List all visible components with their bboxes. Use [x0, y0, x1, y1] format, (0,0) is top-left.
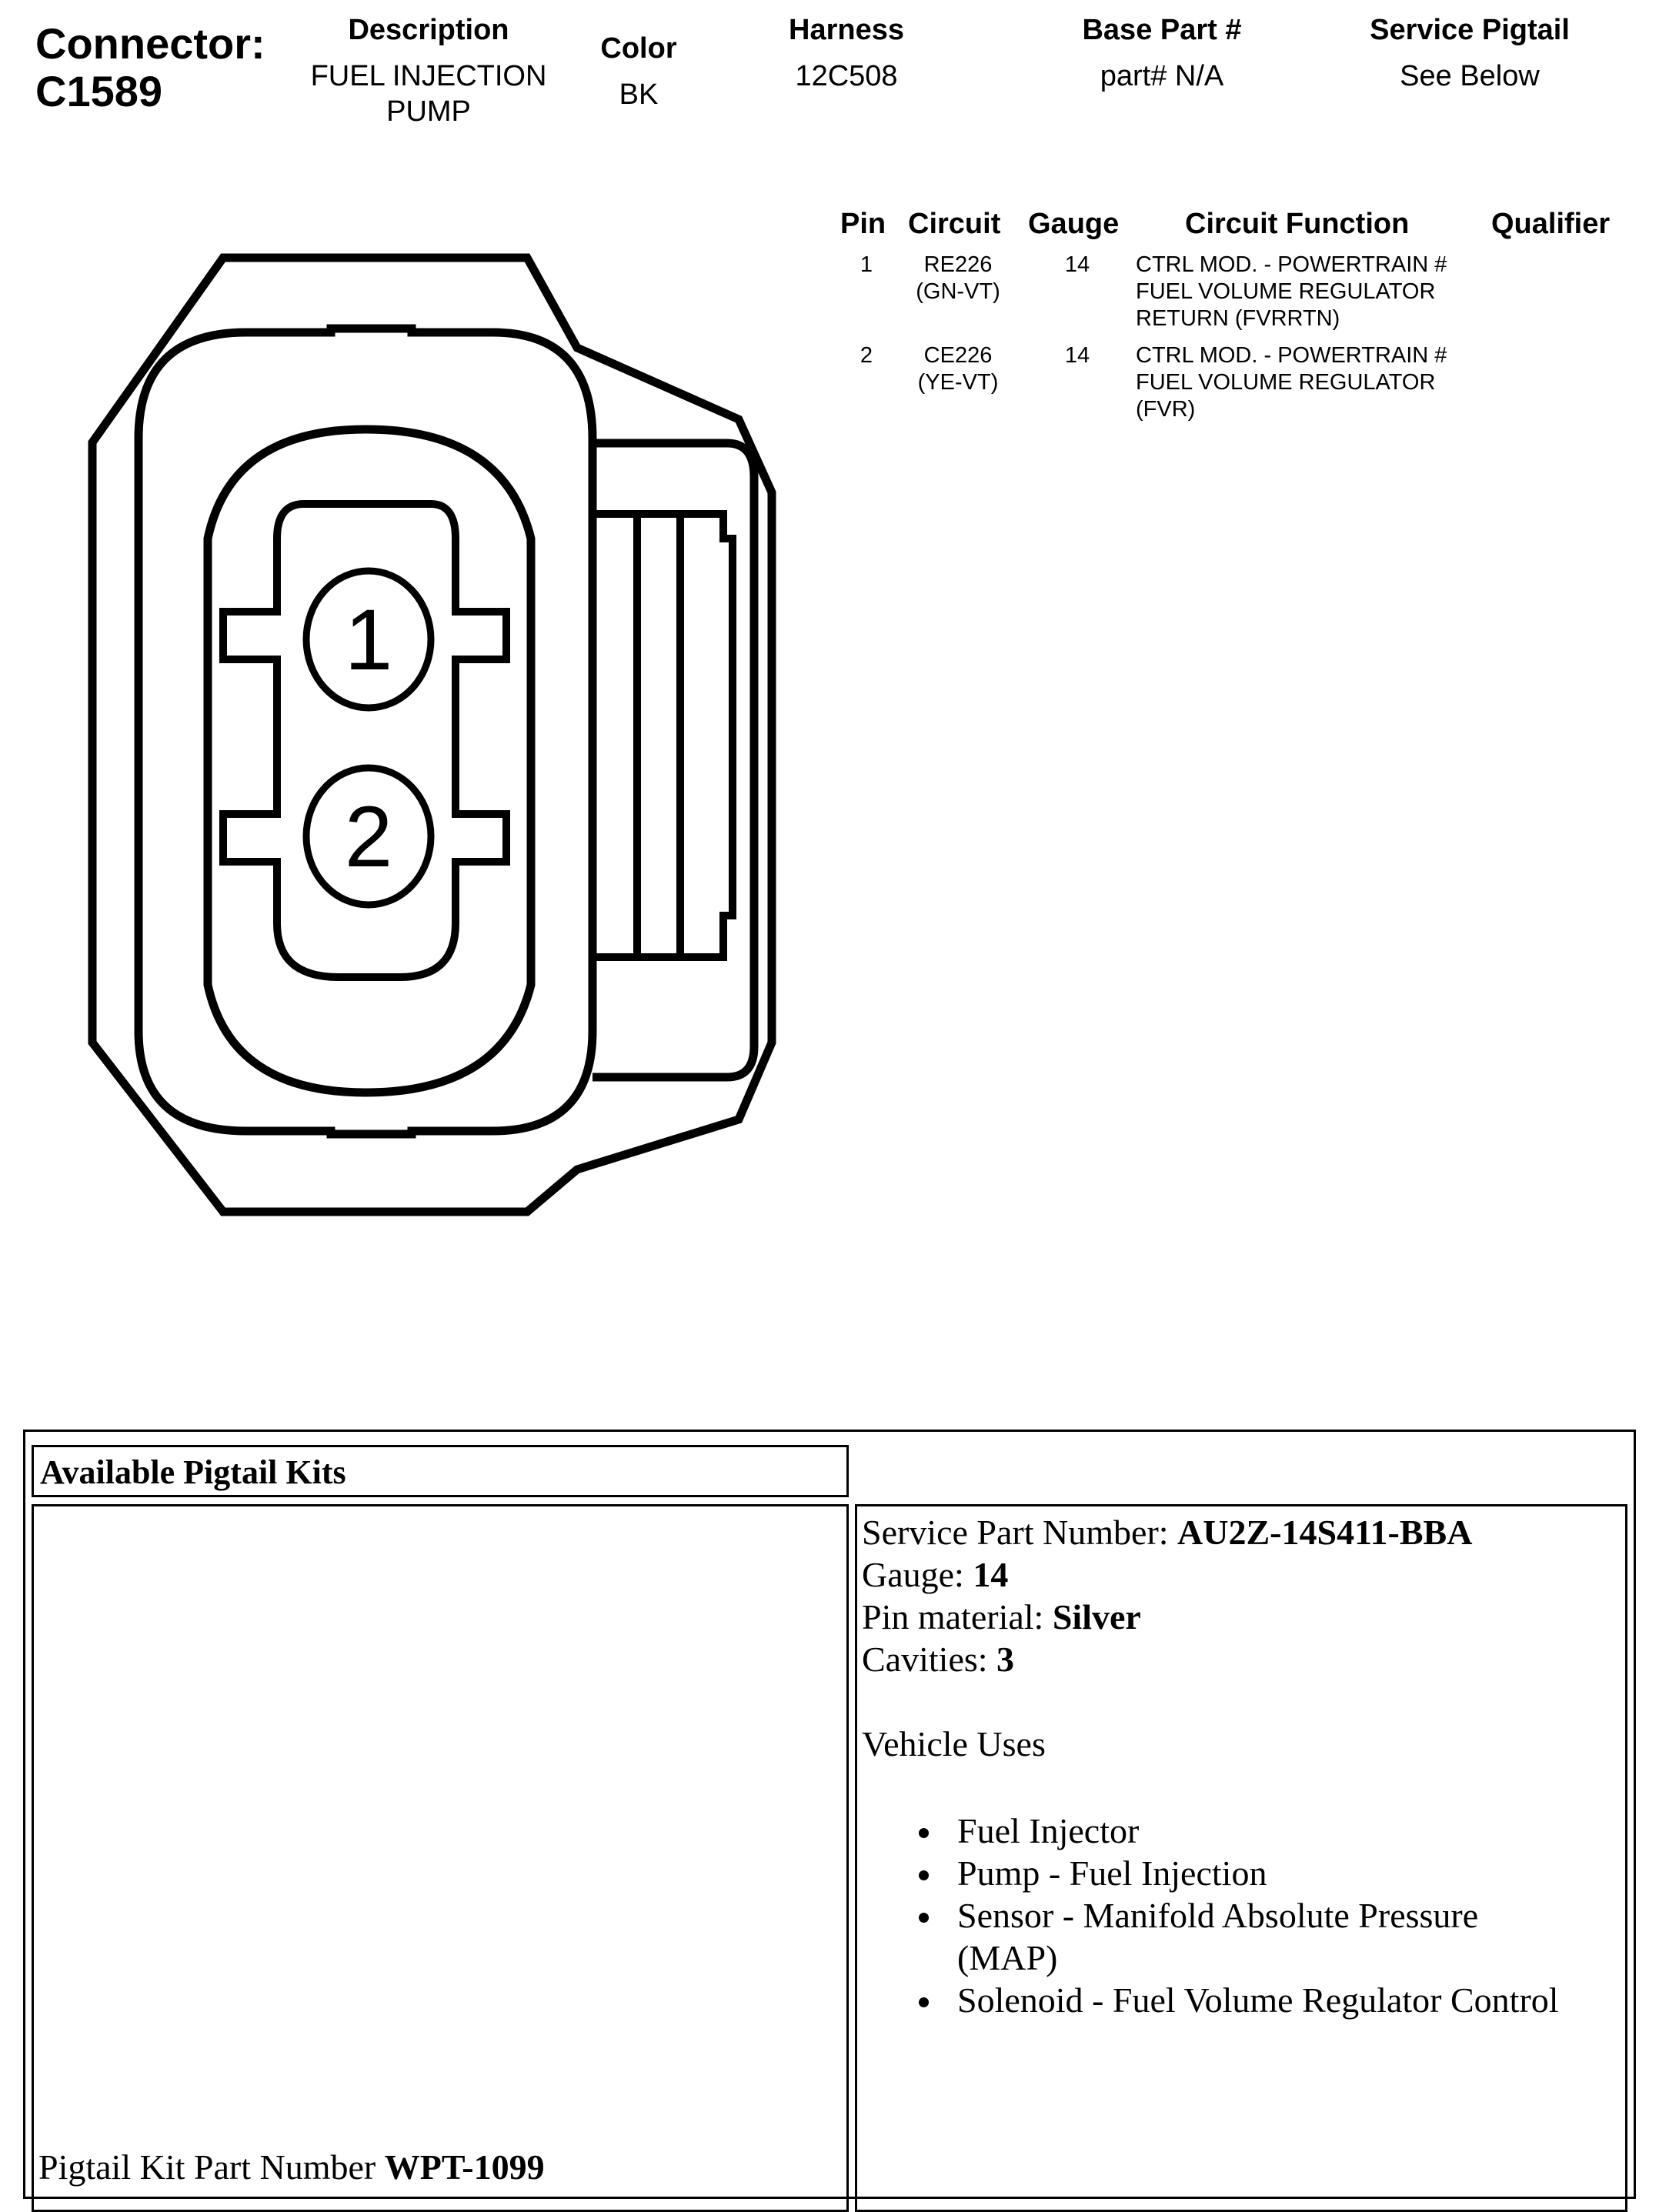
pigtail-details [862, 1511, 1624, 2021]
pigtail-image-cell [32, 1504, 849, 2212]
connector-latch-inner [592, 514, 733, 957]
circuit-function-line1: CTRL MOD. - POWERTRAIN # [1136, 343, 1447, 368]
pin-number: 2 [860, 343, 873, 368]
kit-part-label: Pigtail Kit Part Number [38, 2147, 385, 2187]
cavities-label: Cavities: [862, 1640, 997, 1679]
kit-part-value: WPT-1099 [384, 2147, 545, 2187]
pin-number: 1 [860, 252, 873, 277]
circuit-function-line2: FUEL VOLUME REGULATOR [1136, 370, 1436, 395]
base-part-header: Base Part # [1082, 14, 1242, 46]
pin-material-label: Pin material: [862, 1597, 1053, 1636]
vehicle-uses-label: Vehicle Uses [862, 1724, 1046, 1763]
vehicle-use-text: Fuel Injector [957, 1811, 1140, 1850]
connector-outer-housing [92, 258, 772, 1212]
bullet-icon [919, 1913, 929, 1923]
service-pigtail-value: See Below [1400, 60, 1540, 92]
pin-2-label: 2 [344, 789, 393, 885]
circuit-column-header: Circuit [908, 208, 1001, 240]
connector-id: C1589 [35, 67, 163, 115]
list-item [957, 1810, 1624, 1852]
vehicle-use-text: Pump - Fuel Injection [957, 1853, 1267, 1893]
connector-face-diagram [0, 231, 816, 1246]
cavities-value: 3 [996, 1640, 1015, 1679]
service-part-label: Service Part Number: [862, 1513, 1178, 1552]
circuit-name: CE226 [923, 343, 993, 368]
list-item [957, 1894, 1624, 1979]
circuit-color: (YE-VT) [917, 370, 999, 395]
vehicle-use-text-continued: (MAP) [957, 1938, 1058, 1977]
bullet-icon [919, 1828, 929, 1838]
pigtail-kits-table [23, 1430, 1636, 2199]
description-value-line2: PUMP [386, 95, 471, 128]
gauge-value: 14 [973, 1555, 1009, 1594]
harness-value: 12C508 [795, 60, 898, 92]
circuit-function-column-header: Circuit Function [1185, 208, 1410, 240]
circuit-function-line3: (FVR) [1136, 397, 1196, 422]
pin-material-line [862, 1596, 1624, 1638]
base-part-value: part# N/A [1100, 60, 1224, 92]
color-value: BK [619, 78, 659, 111]
qualifier-column-header: Qualifier [1491, 208, 1611, 240]
gauge-value: 14 [1064, 252, 1090, 277]
bullet-icon [919, 1870, 929, 1880]
service-part-number [862, 1511, 1624, 1553]
circuit-function-line1: CTRL MOD. - POWERTRAIN # [1136, 252, 1447, 277]
circuit-color: (GN-VT) [916, 279, 1000, 304]
cavities-line [862, 1638, 1624, 1680]
connector-label: Connector: [35, 19, 265, 68]
pin-material-value: Silver [1052, 1597, 1141, 1636]
gauge-label: Gauge: [862, 1555, 973, 1594]
pin-1-label: 1 [344, 592, 393, 688]
pin-column-header: Pin [840, 208, 886, 240]
pigtail-kits-heading-cell [32, 1445, 849, 1497]
description-value-line1: FUEL INJECTION [310, 60, 547, 92]
cavity-outer-outline [208, 429, 531, 1093]
description-header: Description [348, 14, 509, 46]
vehicle-use-text: Sensor - Manifold Absolute Pressure [957, 1896, 1479, 1935]
vehicle-use-text: Solenoid - Fuel Volume Regulator Control [957, 1980, 1559, 2020]
bullet-icon [919, 1997, 929, 2007]
gauge-value: 14 [1064, 343, 1090, 368]
pigtail-details-cell [855, 1504, 1627, 2212]
color-header: Color [600, 32, 677, 65]
harness-header: Harness [789, 14, 904, 46]
pigtail-kit-part-number [38, 2146, 545, 2188]
circuit-function-line2: FUEL VOLUME REGULATOR [1136, 279, 1436, 304]
gauge-column-header: Gauge [1028, 208, 1120, 240]
list-item [957, 1852, 1624, 1894]
service-pigtail-header: Service Pigtail [1370, 14, 1570, 46]
circuit-function-line3: RETURN (FVRRTN) [1136, 306, 1340, 331]
circuit-name: RE226 [923, 252, 993, 277]
vehicle-uses-list [957, 1810, 1624, 2021]
list-item [957, 1979, 1624, 2021]
pigtail-kits-heading: Available Pigtail Kits [40, 1453, 346, 1491]
service-part-value: AU2Z-14S411-BBA [1177, 1513, 1473, 1552]
gauge-line [862, 1553, 1624, 1596]
